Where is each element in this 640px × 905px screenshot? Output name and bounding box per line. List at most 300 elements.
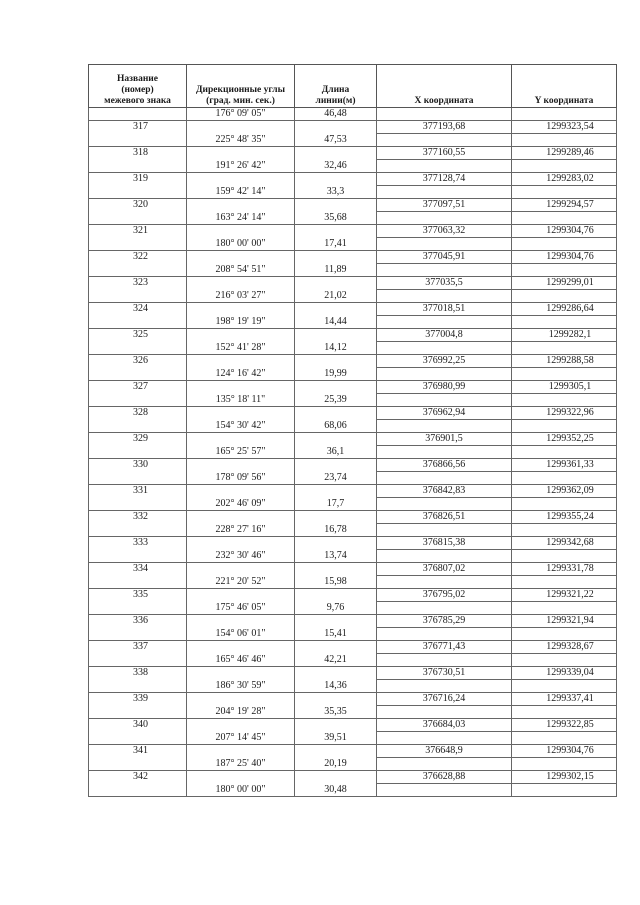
angle-cell — [187, 329, 295, 342]
angle-cell: 202° 46' 09" — [187, 498, 295, 511]
mark-name-cell: 321 — [89, 225, 187, 238]
y-cell — [512, 576, 617, 589]
angle-cell — [187, 147, 295, 160]
mark-name-cell — [89, 758, 187, 771]
length-cell: 14,36 — [295, 680, 377, 693]
x-cell — [377, 602, 512, 615]
segment-row — [89, 654, 617, 667]
mark-name-cell: 325 — [89, 329, 187, 342]
point-row — [89, 147, 617, 160]
length-cell: 15,41 — [295, 628, 377, 641]
length-cell — [295, 459, 377, 472]
x-coordinate-cell: 376980,99 — [377, 381, 512, 394]
point-row — [89, 407, 617, 420]
mark-name-cell — [89, 498, 187, 511]
segment-row — [89, 498, 617, 511]
x-cell — [377, 134, 512, 147]
x-cell — [377, 368, 512, 381]
segment-row — [89, 602, 617, 615]
length-cell — [295, 589, 377, 602]
angle-cell: 225° 48' 35" — [187, 134, 295, 147]
point-row — [89, 381, 617, 394]
length-cell — [295, 173, 377, 186]
mark-name-cell: 334 — [89, 563, 187, 576]
x-coordinate-cell: 376842,83 — [377, 485, 512, 498]
segment-row — [89, 680, 617, 693]
angle-cell — [187, 199, 295, 212]
y-cell — [512, 680, 617, 693]
point-row — [89, 537, 617, 550]
length-cell — [295, 329, 377, 342]
mark-name-cell: 328 — [89, 407, 187, 420]
x-cell — [377, 498, 512, 511]
mark-name-cell — [89, 394, 187, 407]
y-coordinate-cell: 1299288,58 — [512, 355, 617, 368]
point-row — [89, 329, 617, 342]
segment-row — [89, 212, 617, 225]
mark-name-cell — [89, 680, 187, 693]
x-cell — [377, 472, 512, 485]
length-cell: 17,7 — [295, 498, 377, 511]
x-coordinate-cell: 376684,03 — [377, 719, 512, 732]
x-cell — [377, 680, 512, 693]
length-cell: 68,06 — [295, 420, 377, 433]
y-cell — [512, 212, 617, 225]
y-coordinate-cell: 1299321,94 — [512, 615, 617, 628]
length-cell — [295, 381, 377, 394]
mark-name-cell — [89, 134, 187, 147]
x-coordinate-cell: 377128,74 — [377, 173, 512, 186]
mark-name-cell — [89, 290, 187, 303]
mark-name-cell: 322 — [89, 251, 187, 264]
header-y-coordinate: Y координата — [512, 65, 617, 108]
length-cell — [295, 641, 377, 654]
mark-name-cell: 341 — [89, 745, 187, 758]
point-row — [89, 199, 617, 212]
x-coordinate-cell: 376628,88 — [377, 771, 512, 784]
angle-cell — [187, 589, 295, 602]
segment-row — [89, 550, 617, 563]
x-cell — [377, 706, 512, 719]
y-cell — [512, 446, 617, 459]
y-cell — [512, 290, 617, 303]
mark-name-cell: 332 — [89, 511, 187, 524]
segment-row — [89, 238, 617, 251]
y-cell — [512, 160, 617, 173]
mark-name-cell: 324 — [89, 303, 187, 316]
point-row — [89, 667, 617, 680]
mark-name-cell — [89, 342, 187, 355]
segment-row — [89, 316, 617, 329]
angle-cell — [187, 641, 295, 654]
segment-row — [89, 186, 617, 199]
angle-cell — [187, 433, 295, 446]
x-cell — [377, 394, 512, 407]
y-coordinate-cell: 1299342,68 — [512, 537, 617, 550]
x-cell — [377, 758, 512, 771]
length-cell: 30,48 — [295, 784, 377, 797]
y-cell — [512, 108, 617, 121]
segment-row — [89, 368, 617, 381]
x-cell — [377, 212, 512, 225]
x-cell — [377, 264, 512, 277]
angle-cell — [187, 771, 295, 784]
x-coordinate-cell: 376716,24 — [377, 693, 512, 706]
mark-name-cell: 329 — [89, 433, 187, 446]
mark-name-cell: 330 — [89, 459, 187, 472]
mark-name-cell: 342 — [89, 771, 187, 784]
angle-cell — [187, 485, 295, 498]
point-row — [89, 355, 617, 368]
x-cell — [377, 524, 512, 537]
length-cell: 23,74 — [295, 472, 377, 485]
segment-row — [89, 264, 617, 277]
length-cell — [295, 355, 377, 368]
angle-cell: 180° 00' 00" — [187, 238, 295, 251]
angle-cell — [187, 251, 295, 264]
angle-cell — [187, 355, 295, 368]
x-cell — [377, 784, 512, 797]
y-cell — [512, 316, 617, 329]
mark-name-cell: 327 — [89, 381, 187, 394]
y-coordinate-cell: 1299305,1 — [512, 381, 617, 394]
angle-cell — [187, 407, 295, 420]
mark-name-cell — [89, 784, 187, 797]
angle-cell: 163° 24' 14" — [187, 212, 295, 225]
x-coordinate-cell: 377018,51 — [377, 303, 512, 316]
y-cell — [512, 498, 617, 511]
length-cell: 19,99 — [295, 368, 377, 381]
length-cell: 32,46 — [295, 160, 377, 173]
x-coordinate-cell: 377063,32 — [377, 225, 512, 238]
y-coordinate-cell: 1299339,04 — [512, 667, 617, 680]
x-coordinate-cell: 377160,55 — [377, 147, 512, 160]
mark-name-cell — [89, 316, 187, 329]
x-cell — [377, 732, 512, 745]
point-row — [89, 459, 617, 472]
angle-cell: 165° 25' 57" — [187, 446, 295, 459]
point-row — [89, 225, 617, 238]
angle-cell: 124° 16' 42" — [187, 368, 295, 381]
segment-row — [89, 108, 617, 121]
segment-row — [89, 706, 617, 719]
x-coordinate-cell: 376785,29 — [377, 615, 512, 628]
angle-cell — [187, 693, 295, 706]
segment-row — [89, 290, 617, 303]
x-coordinate-cell: 376815,38 — [377, 537, 512, 550]
x-coordinate-cell: 377097,51 — [377, 199, 512, 212]
angle-cell — [187, 537, 295, 550]
table-header — [89, 65, 617, 108]
mark-name-cell — [89, 550, 187, 563]
y-coordinate-cell: 1299331,78 — [512, 563, 617, 576]
x-cell — [377, 186, 512, 199]
mark-name-cell: 335 — [89, 589, 187, 602]
y-coordinate-cell: 1299282,1 — [512, 329, 617, 342]
length-cell: 14,12 — [295, 342, 377, 355]
segment-row — [89, 628, 617, 641]
length-cell — [295, 303, 377, 316]
y-cell — [512, 420, 617, 433]
x-cell — [377, 160, 512, 173]
point-row — [89, 745, 617, 758]
length-cell — [295, 667, 377, 680]
mark-name-cell: 320 — [89, 199, 187, 212]
table-body — [89, 108, 617, 797]
length-cell: 17,41 — [295, 238, 377, 251]
y-cell — [512, 264, 617, 277]
length-cell: 35,68 — [295, 212, 377, 225]
angle-cell: 187° 25' 40" — [187, 758, 295, 771]
segment-row — [89, 758, 617, 771]
y-coordinate-cell: 1299304,76 — [512, 745, 617, 758]
y-coordinate-cell: 1299321,22 — [512, 589, 617, 602]
angle-cell: 208° 54' 51" — [187, 264, 295, 277]
mark-name-cell: 338 — [89, 667, 187, 680]
y-coordinate-cell: 1299322,96 — [512, 407, 617, 420]
y-cell — [512, 238, 617, 251]
angle-cell — [187, 459, 295, 472]
mark-name-cell: 333 — [89, 537, 187, 550]
x-cell — [377, 446, 512, 459]
mark-name-cell: 317 — [89, 121, 187, 134]
length-cell — [295, 537, 377, 550]
point-row — [89, 719, 617, 732]
angle-cell — [187, 277, 295, 290]
angle-cell: 216° 03' 27" — [187, 290, 295, 303]
mark-name-cell — [89, 238, 187, 251]
length-cell: 21,02 — [295, 290, 377, 303]
y-coordinate-cell: 1299323,54 — [512, 121, 617, 134]
segment-row — [89, 134, 617, 147]
segment-row — [89, 420, 617, 433]
y-cell — [512, 732, 617, 745]
x-coordinate-cell: 376771,43 — [377, 641, 512, 654]
length-cell — [295, 251, 377, 264]
y-coordinate-cell: 1299352,25 — [512, 433, 617, 446]
mark-name-cell — [89, 628, 187, 641]
point-row — [89, 277, 617, 290]
mark-name-cell: 336 — [89, 615, 187, 628]
y-cell — [512, 784, 617, 797]
angle-cell — [187, 381, 295, 394]
y-cell — [512, 524, 617, 537]
y-coordinate-cell: 1299362,09 — [512, 485, 617, 498]
angle-cell: 204° 19' 28" — [187, 706, 295, 719]
y-coordinate-cell: 1299322,85 — [512, 719, 617, 732]
x-coordinate-cell: 377035,5 — [377, 277, 512, 290]
angle-cell — [187, 511, 295, 524]
y-coordinate-cell: 1299304,76 — [512, 251, 617, 264]
length-cell: 47,53 — [295, 134, 377, 147]
y-cell — [512, 186, 617, 199]
y-cell — [512, 368, 617, 381]
header-direction-angle: Дирекционные углы (град. мин. сек.) — [187, 65, 295, 108]
mark-name-cell — [89, 524, 187, 537]
x-cell — [377, 420, 512, 433]
y-cell — [512, 628, 617, 641]
angle-cell: 178° 09' 56" — [187, 472, 295, 485]
segment-row — [89, 524, 617, 537]
angle-cell: 159° 42' 14" — [187, 186, 295, 199]
length-cell: 14,44 — [295, 316, 377, 329]
length-cell: 46,48 — [295, 108, 377, 121]
point-row — [89, 251, 617, 264]
x-coordinate-cell: 377193,68 — [377, 121, 512, 134]
x-cell — [377, 238, 512, 251]
length-cell: 25,39 — [295, 394, 377, 407]
segment-row — [89, 160, 617, 173]
point-row — [89, 615, 617, 628]
length-cell: 9,76 — [295, 602, 377, 615]
mark-name-cell: 331 — [89, 485, 187, 498]
angle-cell: 176° 09' 05" — [187, 108, 295, 121]
length-cell — [295, 199, 377, 212]
length-cell: 39,51 — [295, 732, 377, 745]
length-cell — [295, 433, 377, 446]
point-row — [89, 641, 617, 654]
length-cell — [295, 615, 377, 628]
angle-cell: 198° 19' 19" — [187, 316, 295, 329]
y-coordinate-cell: 1299304,76 — [512, 225, 617, 238]
segment-row — [89, 446, 617, 459]
length-cell: 42,21 — [295, 654, 377, 667]
y-coordinate-cell: 1299361,33 — [512, 459, 617, 472]
header-x-coordinate: X координата — [377, 65, 512, 108]
angle-cell: 175° 46' 05" — [187, 602, 295, 615]
length-cell — [295, 277, 377, 290]
angle-cell: 232° 30' 46" — [187, 550, 295, 563]
length-cell: 33,3 — [295, 186, 377, 199]
y-cell — [512, 134, 617, 147]
point-row — [89, 771, 617, 784]
mark-name-cell: 326 — [89, 355, 187, 368]
segment-row — [89, 394, 617, 407]
y-cell — [512, 706, 617, 719]
y-cell — [512, 342, 617, 355]
length-cell: 13,74 — [295, 550, 377, 563]
point-row — [89, 121, 617, 134]
length-cell — [295, 407, 377, 420]
x-coordinate-cell: 376795,02 — [377, 589, 512, 602]
angle-cell: 135° 18' 11" — [187, 394, 295, 407]
y-cell — [512, 472, 617, 485]
x-cell — [377, 342, 512, 355]
length-cell: 35,35 — [295, 706, 377, 719]
angle-cell: 152° 41' 28" — [187, 342, 295, 355]
header-mark-name: Название (номер) межевого знака — [89, 65, 187, 108]
length-cell: 16,78 — [295, 524, 377, 537]
length-cell — [295, 511, 377, 524]
angle-cell: 221° 20' 52" — [187, 576, 295, 589]
x-coordinate-cell: 377045,91 — [377, 251, 512, 264]
mark-name-cell — [89, 446, 187, 459]
header-line-length: Длина линии(м) — [295, 65, 377, 108]
point-row — [89, 303, 617, 316]
length-cell — [295, 485, 377, 498]
mark-name-cell — [89, 368, 187, 381]
mark-name-cell — [89, 732, 187, 745]
point-row — [89, 485, 617, 498]
angle-cell: 154° 30' 42" — [187, 420, 295, 433]
mark-name-cell — [89, 472, 187, 485]
angle-cell: 191° 26' 42" — [187, 160, 295, 173]
boundary-coordinates-table — [88, 64, 617, 797]
angle-cell — [187, 563, 295, 576]
mark-name-cell: 319 — [89, 173, 187, 186]
mark-name-cell — [89, 186, 187, 199]
x-cell — [377, 628, 512, 641]
length-cell — [295, 225, 377, 238]
x-cell — [377, 316, 512, 329]
angle-cell — [187, 719, 295, 732]
point-row — [89, 433, 617, 446]
length-cell: 36,1 — [295, 446, 377, 459]
angle-cell — [187, 121, 295, 134]
mark-name-cell — [89, 160, 187, 173]
x-coordinate-cell: 376866,56 — [377, 459, 512, 472]
y-cell — [512, 758, 617, 771]
mark-name-cell: 323 — [89, 277, 187, 290]
point-row — [89, 511, 617, 524]
y-coordinate-cell: 1299289,46 — [512, 147, 617, 160]
angle-cell: 207° 14' 45" — [187, 732, 295, 745]
length-cell — [295, 719, 377, 732]
x-cell — [377, 290, 512, 303]
length-cell — [295, 121, 377, 134]
y-coordinate-cell: 1299283,02 — [512, 173, 617, 186]
length-cell — [295, 745, 377, 758]
x-coordinate-cell: 376648,9 — [377, 745, 512, 758]
angle-cell: 165° 46' 46" — [187, 654, 295, 667]
point-row — [89, 589, 617, 602]
length-cell — [295, 693, 377, 706]
x-cell — [377, 654, 512, 667]
segment-row — [89, 342, 617, 355]
x-coordinate-cell: 376962,94 — [377, 407, 512, 420]
y-coordinate-cell: 1299302,15 — [512, 771, 617, 784]
y-cell — [512, 394, 617, 407]
length-cell — [295, 563, 377, 576]
mark-name-cell — [89, 576, 187, 589]
y-cell — [512, 550, 617, 563]
length-cell: 20,19 — [295, 758, 377, 771]
y-coordinate-cell: 1299355,24 — [512, 511, 617, 524]
angle-cell: 228° 27' 16" — [187, 524, 295, 537]
length-cell: 11,89 — [295, 264, 377, 277]
angle-cell — [187, 745, 295, 758]
length-cell: 15,98 — [295, 576, 377, 589]
mark-name-cell — [89, 108, 187, 121]
angle-cell — [187, 173, 295, 186]
x-coordinate-cell: 376992,25 — [377, 355, 512, 368]
y-coordinate-cell: 1299328,67 — [512, 641, 617, 654]
segment-row — [89, 472, 617, 485]
segment-row — [89, 732, 617, 745]
mark-name-cell: 340 — [89, 719, 187, 732]
x-coordinate-cell: 376730,51 — [377, 667, 512, 680]
y-coordinate-cell: 1299299,01 — [512, 277, 617, 290]
x-coordinate-cell: 377004,8 — [377, 329, 512, 342]
y-cell — [512, 654, 617, 667]
point-row — [89, 173, 617, 186]
x-coordinate-cell: 376826,51 — [377, 511, 512, 524]
angle-cell — [187, 225, 295, 238]
segment-row — [89, 784, 617, 797]
length-cell — [295, 771, 377, 784]
mark-name-cell — [89, 706, 187, 719]
mark-name-cell: 337 — [89, 641, 187, 654]
